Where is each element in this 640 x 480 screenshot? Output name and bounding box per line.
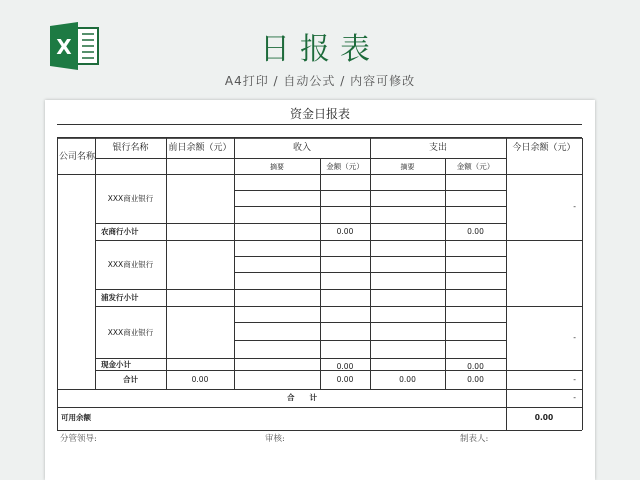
available-value: 0.00	[534, 413, 554, 422]
header-income-amount: 金额（元）	[326, 162, 364, 171]
total-today-balance: -	[573, 375, 576, 384]
footer-preparer: 制表人:	[460, 434, 489, 444]
expense-subtotal-3: 0.00	[467, 362, 484, 371]
spreadsheet-sheet	[45, 100, 595, 480]
total-prev-balance: 0.00	[191, 375, 209, 384]
page-subtitle: A4打印 / 自动公式 / 内容可修改	[224, 74, 416, 88]
header-today-balance: 今日余额（元）	[512, 143, 576, 153]
footer-reviewer: 审核:	[265, 434, 285, 444]
header-income: 收入	[292, 143, 311, 153]
grand-total-label: 合 计	[287, 393, 317, 402]
total-income: 0.00	[336, 375, 354, 384]
bank-name-1: XXX商业银行	[107, 194, 154, 203]
header-bank: 银行名称	[112, 143, 149, 153]
total-label: 合计	[123, 375, 138, 384]
sheet-title: 资金日报表	[289, 107, 350, 121]
bank-name-3: XXX商业银行	[107, 328, 154, 337]
bank-name-2: XXX商业银行	[107, 260, 154, 269]
subtotal-label-3: 现金小计	[101, 360, 131, 369]
total-expense-summary: 0.00	[399, 375, 416, 384]
header-expense-amount: 金额（元）	[456, 162, 495, 171]
header-expense-summary: 摘要	[400, 163, 415, 171]
total-expense: 0.00	[467, 375, 484, 384]
header-expense: 支出	[428, 143, 447, 153]
header-income-summary: 摘要	[270, 163, 284, 171]
available-label: 可用余额	[61, 413, 91, 422]
page-title: 日报表	[260, 32, 380, 67]
income-subtotal-1: 0.00	[336, 227, 354, 236]
income-subtotal-3: 0.00	[336, 362, 354, 371]
grand-total-today-balance: -	[573, 393, 576, 402]
today-balance-1: -	[573, 202, 576, 211]
svg-text:X: X	[56, 35, 72, 59]
subtotal-label-1: 农商行小计	[101, 227, 139, 236]
header-company: 公司名称	[59, 152, 96, 162]
subtotal-label-2: 浦发行小计	[101, 293, 139, 302]
footer-manager: 分管领导:	[60, 434, 97, 444]
today-balance-3: -	[573, 333, 576, 342]
header-prev-balance: 前日余额（元）	[168, 143, 232, 153]
expense-subtotal-1: 0.00	[467, 227, 484, 236]
